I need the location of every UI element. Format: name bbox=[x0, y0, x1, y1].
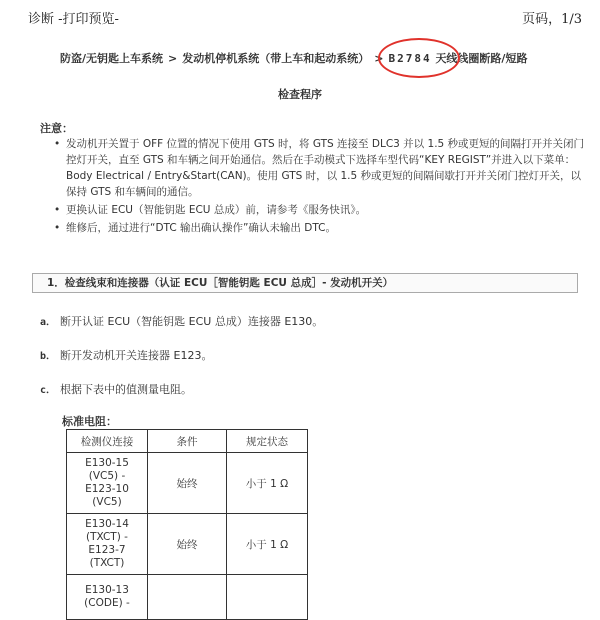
tester-connection-cell bbox=[67, 453, 148, 514]
breadcrumb-item-immobiliser[interactable]: 发动机停机系统（带上车和起动系统） bbox=[182, 52, 370, 65]
table-row bbox=[67, 514, 308, 575]
condition-cell: 始终 bbox=[148, 453, 227, 514]
breadcrumb-item-dtc-title: 天线线圈断路/短路 bbox=[435, 52, 528, 65]
notice-item: • 发动机开关置于 OFF 位置的情况下使用 GTS 时，将 GTS 连接至 DLC3 并以 1.5 秒或更短的间隔打开并关闭门控灯开关，直至 GTS 和车辆之间开始通信。然后在手动模式下选择车型代码“KEY REGIST”并进入以下菜单：Body Electrical / Entry&Start(CAN)。使用 GTS 时，以 1.5 秒或更短的间隔间歇打开并关闭门控灯开关，以保持 GTS 和车辆间的通信。 bbox=[52, 136, 587, 200]
connection-line: (TXCT) bbox=[89, 557, 125, 569]
red-highlight-circle bbox=[378, 38, 460, 78]
table-label: 标准电阻： bbox=[62, 415, 117, 428]
connection-line: E123-7 bbox=[88, 544, 126, 556]
dtc-code: B2784 bbox=[388, 52, 432, 65]
page-number: 页码，1/3 bbox=[522, 12, 582, 27]
connection-line: (VC5) - bbox=[88, 470, 126, 482]
substep-c bbox=[40, 381, 192, 397]
substep-a bbox=[40, 313, 323, 329]
spec-cell bbox=[227, 575, 308, 620]
column-header: 条件 bbox=[148, 430, 227, 453]
connection-line: (TXCT) - bbox=[86, 531, 128, 543]
section-title: 检查程序 bbox=[278, 88, 322, 101]
tester-connection-cell bbox=[67, 575, 148, 620]
notice-label: 注意： bbox=[40, 122, 73, 135]
column-header: 检测仪连接 bbox=[67, 430, 148, 453]
connection-line: (VC5) bbox=[92, 496, 122, 508]
notice-item: • 维修后，通过进行“DTC 输出确认操作”确认未输出 DTC。 bbox=[52, 220, 587, 236]
spec-cell: 小于 1 Ω bbox=[227, 453, 308, 514]
condition-cell bbox=[148, 575, 227, 620]
step-heading: 1．检查线束和连接器（认证 ECU［智能钥匙 ECU 总成］- 发动机开关） bbox=[32, 273, 578, 293]
header-title: 诊断 -打印预览- bbox=[28, 12, 119, 27]
table-header-row bbox=[67, 430, 308, 453]
spec-cell: 小于 1 Ω bbox=[227, 514, 308, 575]
print-preview-header bbox=[0, 0, 600, 32]
connection-line: E130-15 bbox=[85, 457, 129, 469]
condition-cell: 始终 bbox=[148, 514, 227, 575]
connection-line: E123-10 bbox=[85, 483, 129, 495]
column-header: 规定状态 bbox=[227, 430, 308, 453]
notice-item: • 更换认证 ECU（智能钥匙 ECU 总成）前，请参考《服务快讯》。 bbox=[52, 202, 587, 218]
substep-letter: a． bbox=[40, 317, 57, 328]
substep-b bbox=[40, 347, 212, 363]
substep-text: 断开发动机开关连接器 E123。 bbox=[60, 349, 213, 362]
breadcrumb-item-anti-theft[interactable]: 防盗/无钥匙上车系统 bbox=[60, 52, 164, 65]
notice-list bbox=[52, 136, 587, 238]
breadcrumb-separator: > bbox=[374, 52, 384, 65]
breadcrumb-separator: > bbox=[168, 52, 178, 65]
substep-text: 断开认证 ECU（智能钥匙 ECU 总成）连接器 E130。 bbox=[60, 315, 324, 328]
connection-line: E130-14 bbox=[85, 518, 129, 530]
connection-line: E130-13 bbox=[85, 584, 129, 596]
substep-letter: c． bbox=[40, 385, 57, 396]
resistance-table bbox=[66, 429, 308, 620]
substep-letter: b． bbox=[40, 351, 57, 362]
table-row bbox=[67, 575, 308, 620]
tester-connection-cell bbox=[67, 514, 148, 575]
table-row bbox=[67, 453, 308, 514]
connection-line: (CODE) - bbox=[84, 597, 130, 609]
substep-text: 根据下表中的值测量电阻。 bbox=[60, 383, 192, 396]
